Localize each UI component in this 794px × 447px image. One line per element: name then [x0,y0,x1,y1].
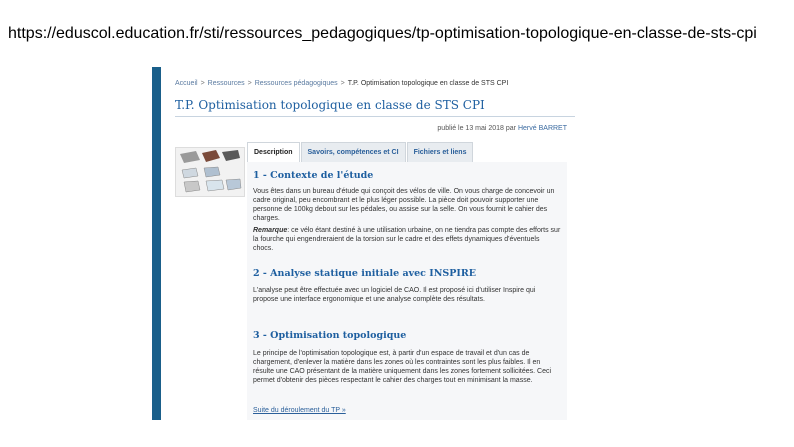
breadcrumb-pedagogical-link[interactable]: Ressources pédagogiques [254,80,338,87]
author-link[interactable]: Hervé BARRET [517,125,567,132]
tab-savoirs[interactable]: Savoirs, compétences et CI [301,142,406,163]
webpage-screenshot [152,67,579,420]
breadcrumb-resources-link[interactable]: Ressources [207,80,245,87]
section-1-heading: 1 - Contexte de l'étude [253,170,374,181]
bike-frame-thumbnail[interactable] [175,147,245,197]
bike-frame-image [176,148,244,196]
more-link[interactable]: Suite du déroulement du TP » [253,407,346,414]
tab-description[interactable]: Description [247,142,300,163]
page-content [161,67,579,420]
note-label: Remarque [253,227,288,234]
section-2-text: L'analyse peut être effectuée avec un logiciel de CAO. Il est proposé ici d'utiliser Inspire qui propose une interface ergonomique et une analyse complète des résultats. [253,287,536,303]
section-1-note [253,226,561,253]
tab-fichiers[interactable]: Fichiers et liens [407,142,474,163]
section-1-text: Vous êtes dans un bureau d'étude qui conçoit des vélos de ville. On vous charge de concevoir un cadre original, peu encombrant et le plus léger possible. La pièce doit pouvoir supporter une personne de 100kg debout sur les pédales, ou assise sur la selle. On vous fournit le cahier des charges. [253,188,555,222]
note-text: : ce vélo étant destiné à une utilisation urbaine, on ne tiendra pas compte des efforts sur la fourche qui engendreraient de la torsion sur le cadre et des effets dynamiques d'éventuels chocs. [253,227,561,252]
section-3-text: Le principe de l'optimisation topologique est, à partir d'un espace de travail et d'un cas de chargement, d'enlever la matière dans les zones où les contraintes sont les plus faibles. Il en résulte une CAO présentant de la matière uniquement dans les zones fortement sollicitées. Ceci permet d'obtenir des pièces respectant le cahier des charges tout en minimisant la masse. [253,350,552,384]
title-divider [175,116,575,117]
site-side-bar [152,67,161,420]
publication-info [437,125,567,132]
page-url: https://eduscol.education.fr/sti/ressources_pedagogiques/tp-optimisation-topologique-en-classe-de-sts-cpi [8,25,757,42]
section-2-heading: 2 - Analyse statique initiale avec INSPIRE [253,268,476,279]
breadcrumb-home-link[interactable]: Accueil [175,80,198,87]
published-date: publié le 13 mai 2018 par [437,125,517,132]
section-3-heading: 3 - Optimisation topologique [253,330,407,341]
breadcrumb-current: T.P. Optimisation topologique en classe de STS CPI [347,80,509,87]
content-tabs [247,142,474,162]
page-title: T.P. Optimisation topologique en classe de STS CPI [175,98,485,112]
tab-panel-description [247,162,567,420]
breadcrumb: Accueil > Ressources > Ressources pédagogiques > T.P. Optimisation topologique en classe de STS CPI [175,80,509,87]
